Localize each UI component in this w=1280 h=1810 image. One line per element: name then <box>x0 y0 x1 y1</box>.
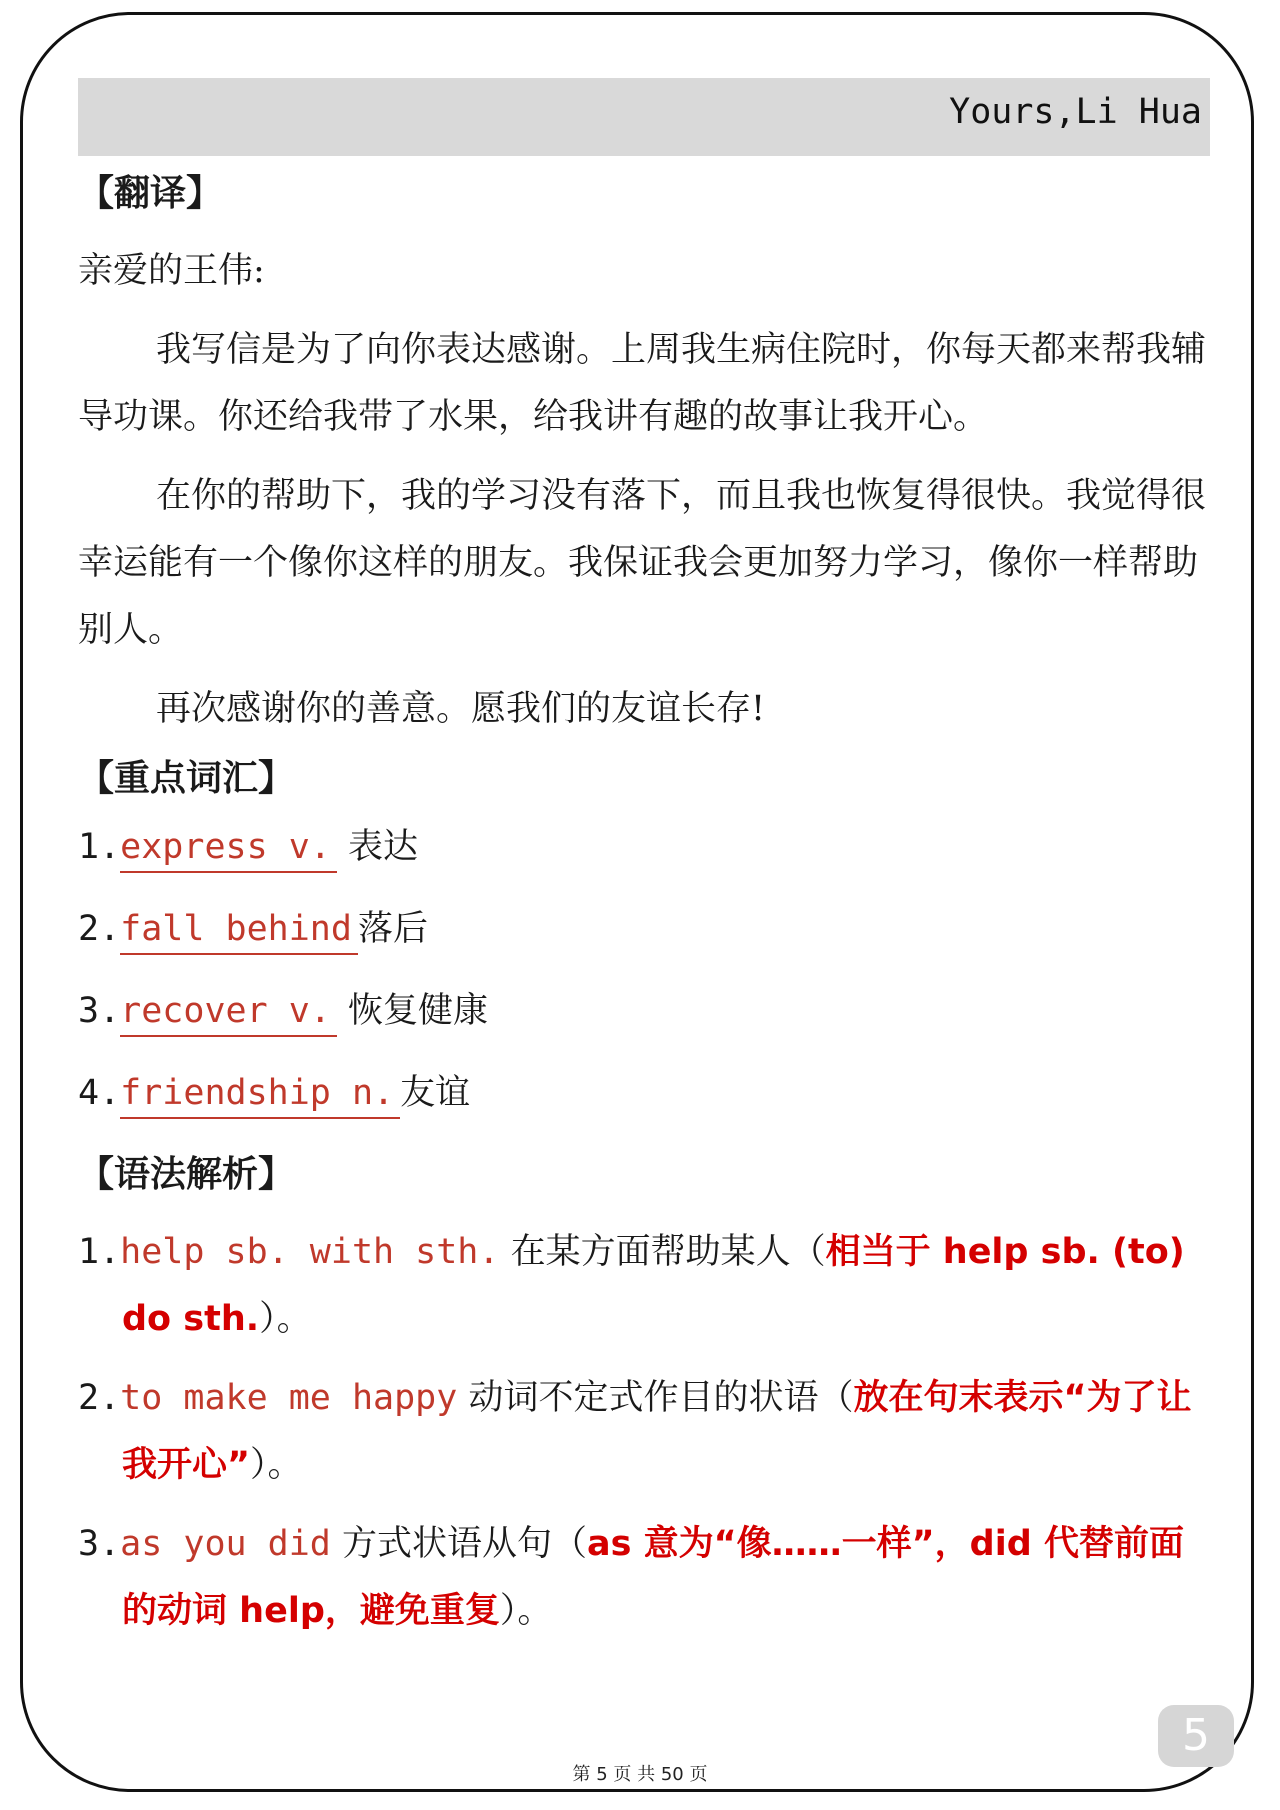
grammar-end: ）。 <box>250 1445 303 1485</box>
grammar-phrase: as you did <box>120 1524 331 1564</box>
grammar-end: ）。 <box>259 1299 312 1339</box>
letter-signoff: Yours,Li Hua <box>949 92 1202 132</box>
grammar-item <box>78 1365 1210 1499</box>
grammar-number: 1. <box>78 1232 121 1272</box>
grammar-number: 2. <box>78 1378 121 1418</box>
vocab-term: recover v. <box>120 987 337 1037</box>
grammar-item <box>78 1511 1210 1645</box>
vocab-number: 1. <box>78 827 121 867</box>
grammar-note: as 意为“像……一样”，did 代替前面的动词 help，避免重复 <box>122 1524 1184 1631</box>
vocab-item <box>78 1069 1210 1119</box>
vocab-term: express v. <box>120 823 337 873</box>
page-content <box>78 160 1210 1657</box>
vocab-term: friendship n. <box>120 1069 400 1119</box>
translation-greeting: 亲爱的王伟: <box>78 251 265 291</box>
vocab-number: 4. <box>78 1073 121 1113</box>
page-footer: 第 5 页 共 50 页 <box>572 1764 708 1785</box>
vocab-item <box>78 987 1210 1037</box>
vocab-meaning: 表达 <box>348 827 419 867</box>
grammar-end: ）。 <box>499 1591 553 1631</box>
grammar-phrase: to make me happy <box>120 1378 458 1418</box>
vocab-item <box>78 905 1210 955</box>
grammar-heading: 【语法解析】 <box>78 1154 295 1195</box>
vocab-item <box>78 823 1210 873</box>
grammar-note: 放在句末表示“为了让我开心” <box>122 1378 1192 1485</box>
vocab-meaning: 恢复健康 <box>348 991 489 1031</box>
translation-heading: 【翻译】 <box>78 173 223 214</box>
vocab-term: fall behind <box>120 905 358 955</box>
vocab-meaning: 落后 <box>357 909 428 949</box>
vocab-number: 2. <box>78 909 121 949</box>
vocab-meaning: 友谊 <box>400 1073 471 1113</box>
vocabulary-heading: 【重点词汇】 <box>78 758 295 799</box>
grammar-desc: 在某方面帮助某人（ <box>499 1232 826 1272</box>
grammar-desc: 动词不定式作目的状语（ <box>457 1378 854 1418</box>
page-number-badge: 5 <box>1158 1705 1234 1767</box>
grammar-number: 3. <box>78 1524 121 1564</box>
signoff-bar <box>78 78 1210 156</box>
translation-paragraph: 在你的帮助下，我的学习没有落下，而且我也恢复得很快。我觉得很幸运能有一个像你这样的朋友。我保证我会更加努力学习，像你一样帮助别人。 <box>78 476 1207 650</box>
grammar-item <box>78 1219 1210 1353</box>
translation-paragraph: 我写信是为了向你表达感谢。上周我生病住院时，你每天都来帮我辅导功课。你还给我带了水果，给我讲有趣的故事让我开心。 <box>78 330 1207 437</box>
grammar-note: 相当于 help sb. (to) do sth. <box>122 1232 1185 1339</box>
grammar-phrase: help sb. with sth. <box>120 1232 500 1272</box>
grammar-desc: 方式状语从句（ <box>330 1524 588 1564</box>
translation-paragraph: 再次感谢你的善意。愿我们的友谊长存! <box>156 689 766 729</box>
vocab-number: 3. <box>78 991 121 1031</box>
